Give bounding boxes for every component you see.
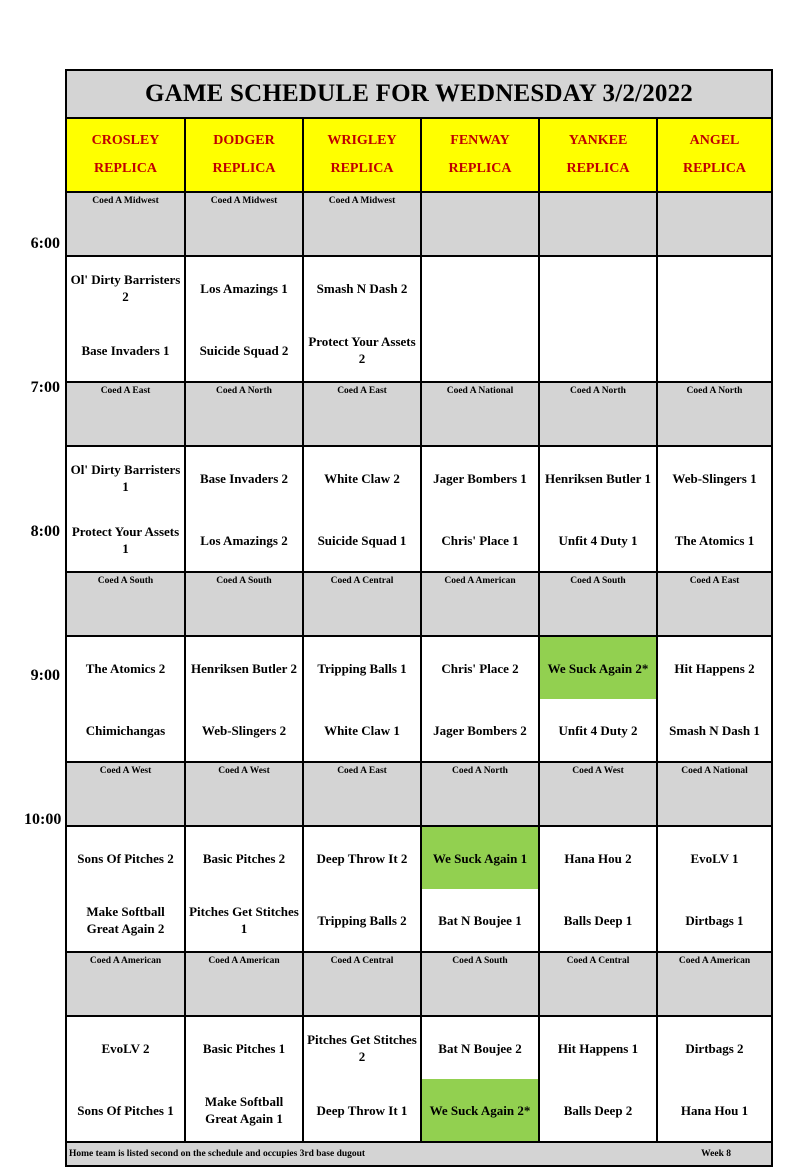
team-cell: Deep Throw It 2	[304, 827, 422, 889]
team-cell: Jager Bombers 2	[422, 699, 540, 761]
division-label	[540, 193, 658, 255]
division-label: Coed A North	[186, 383, 304, 445]
division-label: Coed A Central	[304, 573, 422, 635]
team-cell: Hit Happens 2	[674, 660, 755, 676]
field-name: DODGER	[213, 133, 275, 148]
team-cell: Deep Throw It 1	[304, 1079, 422, 1141]
team-cell	[422, 257, 540, 319]
team-cell: The Atomics 1	[674, 532, 755, 548]
team-cell: The Atomics 2	[67, 637, 186, 699]
game-row-bottom	[67, 889, 771, 951]
team-cell: Henriksen Butler 2	[186, 637, 304, 699]
division-label: Coed A Midwest	[67, 193, 186, 255]
team-cell: Smash N Dash 2	[304, 257, 422, 319]
team-cell: EvoLV 1	[690, 850, 739, 866]
team-cell: Pitches Get Stitches 2	[304, 1017, 422, 1079]
division-label: Coed A Central	[540, 953, 658, 1015]
team-cell: Unfit 4 Duty 2	[540, 699, 658, 761]
division-label: Coed A East	[67, 383, 186, 445]
team-cell: Bat N Boujee 1	[422, 889, 540, 951]
game-row-top	[67, 637, 771, 699]
division-row	[67, 763, 771, 827]
team-cell: Base Invaders 1	[67, 319, 186, 381]
division-row	[67, 193, 771, 257]
page-title: GAME SCHEDULE FOR WEDNESDAY 3/2/2022	[67, 71, 771, 119]
team-cell: Hit Happens 1	[540, 1017, 658, 1079]
field-type: REPLICA	[330, 161, 394, 176]
team-cell: Basic Pitches 2	[186, 827, 304, 889]
field-name: CROSLEY	[91, 133, 160, 148]
division-label: Coed A East	[658, 573, 771, 635]
time-label: 9:00	[30, 667, 60, 684]
game-row-bottom	[67, 319, 771, 381]
field-header	[540, 119, 658, 191]
team-cell: Protect Your Assets 1	[67, 509, 186, 571]
team-cell: Protect Your Assets 2	[304, 319, 422, 381]
team-cell: Sons Of Pitches 1	[67, 1079, 186, 1141]
field-name: WRIGLEY	[327, 133, 397, 148]
team-cell: Los Amazings 2	[186, 509, 304, 571]
division-label: Coed A Midwest	[186, 193, 304, 255]
team-cell: White Claw 2	[304, 447, 422, 509]
field-header	[67, 119, 186, 191]
team-cell: Unfit 4 Duty 1	[540, 509, 658, 571]
team-cell: Web-Slingers 2	[186, 699, 304, 761]
time-label: 7:00	[30, 379, 60, 396]
division-label: Coed A American	[658, 953, 771, 1015]
team-cell: We Suck Again 2*	[422, 1079, 540, 1141]
division-label: Coed A National	[658, 763, 771, 825]
team-cell: We Suck Again 2*	[540, 637, 658, 699]
field-type: REPLICA	[212, 161, 276, 176]
team-cell: Hana Hou 2	[540, 827, 658, 889]
team-cell: Ol' Dirty Barristers 1	[67, 447, 186, 509]
division-label: Coed A North	[658, 383, 771, 445]
week-label: Week 8	[701, 1149, 731, 1159]
time-slot	[67, 383, 771, 573]
game-row-top	[67, 257, 771, 319]
division-label: Coed A American	[422, 573, 540, 635]
team-cell	[658, 257, 771, 319]
field-name: ANGEL	[689, 133, 740, 148]
time-slots	[67, 193, 771, 1143]
division-label: Coed A South	[540, 573, 658, 635]
team-cell: Ol' Dirty Barristers 2	[67, 257, 186, 319]
schedule-table	[65, 69, 773, 1167]
division-label: Coed A East	[304, 763, 422, 825]
team-cell: Basic Pitches 1	[186, 1017, 304, 1079]
team-cell: Dirtbags 1	[685, 912, 744, 928]
team-cell	[540, 257, 658, 319]
team-cell: Chimichangas	[67, 699, 186, 761]
team-cell: Tripping Balls 1	[304, 637, 422, 699]
team-cell: Sons Of Pitches 2	[67, 827, 186, 889]
game-row-bottom	[67, 1079, 771, 1141]
division-row	[67, 383, 771, 447]
time-slot	[67, 763, 771, 953]
team-cell: EvoLV 2	[67, 1017, 186, 1079]
division-row	[67, 573, 771, 637]
team-cell: Make Softball Great Again 2	[67, 889, 186, 951]
division-label: Coed A South	[422, 953, 540, 1015]
team-cell: Suicide Squad 2	[186, 319, 304, 381]
team-cell: Smash N Dash 1	[669, 722, 760, 738]
team-cell: We Suck Again 1	[422, 827, 540, 889]
division-label: Coed A East	[304, 383, 422, 445]
field-type: REPLICA	[682, 161, 746, 176]
field-header	[304, 119, 422, 191]
field-name: YANKEE	[568, 133, 628, 148]
team-cell	[422, 319, 540, 381]
team-cell: Balls Deep 2	[540, 1079, 658, 1141]
team-cell: White Claw 1	[304, 699, 422, 761]
division-label: Coed A Central	[304, 953, 422, 1015]
team-cell: Chris' Place 2	[422, 637, 540, 699]
time-slot	[67, 193, 771, 383]
field-header	[422, 119, 540, 191]
team-cell: Balls Deep 1	[540, 889, 658, 951]
division-label	[422, 193, 540, 255]
game-row-bottom	[67, 699, 771, 761]
time-label: 10:00	[24, 811, 62, 828]
division-label	[658, 193, 771, 255]
division-label: Coed A Midwest	[304, 193, 422, 255]
game-row-bottom	[67, 509, 771, 571]
time-slot	[67, 953, 771, 1143]
team-cell: Base Invaders 2	[186, 447, 304, 509]
team-cell: Bat N Boujee 2	[422, 1017, 540, 1079]
field-type: REPLICA	[448, 161, 512, 176]
team-cell	[540, 319, 658, 381]
field-header-row	[67, 119, 771, 193]
field-type: REPLICA	[566, 161, 630, 176]
team-cell: Hana Hou 1	[680, 1102, 749, 1118]
team-cell: Tripping Balls 2	[304, 889, 422, 951]
team-cell: Henriksen Butler 1	[540, 447, 658, 509]
team-cell: Jager Bombers 1	[422, 447, 540, 509]
team-cell: Pitches Get Stitches 1	[186, 889, 304, 951]
team-cell: Make Softball Great Again 1	[186, 1079, 304, 1141]
division-label: Coed A South	[67, 573, 186, 635]
division-label: Coed A South	[186, 573, 304, 635]
team-cell: Suicide Squad 1	[304, 509, 422, 571]
division-label: Coed A American	[186, 953, 304, 1015]
field-type: REPLICA	[93, 161, 157, 176]
time-label: 8:00	[30, 523, 60, 540]
division-label: Coed A North	[422, 763, 540, 825]
team-cell: Chris' Place 1	[422, 509, 540, 571]
time-label: 6:00	[30, 235, 60, 252]
division-label: Coed A West	[67, 763, 186, 825]
division-label: Coed A American	[67, 953, 186, 1015]
team-cell: Web-Slingers 1	[672, 470, 757, 486]
team-cell: Dirtbags 2	[685, 1040, 744, 1056]
division-label: Coed A North	[540, 383, 658, 445]
game-row-top	[67, 1017, 771, 1079]
field-header	[186, 119, 304, 191]
footer-note: Home team is listed second on the schedule and occupies 3rd base dugout	[69, 1149, 366, 1159]
time-slot	[67, 573, 771, 763]
division-label: Coed A West	[186, 763, 304, 825]
division-label: Coed A West	[540, 763, 658, 825]
game-row-top	[67, 447, 771, 509]
division-label: Coed A National	[422, 383, 540, 445]
footer-bar	[67, 1143, 771, 1165]
game-row-top	[67, 827, 771, 889]
division-row	[67, 953, 771, 1017]
field-name: FENWAY	[450, 133, 510, 148]
team-cell	[658, 319, 771, 381]
field-header	[658, 119, 771, 191]
team-cell: Los Amazings 1	[186, 257, 304, 319]
